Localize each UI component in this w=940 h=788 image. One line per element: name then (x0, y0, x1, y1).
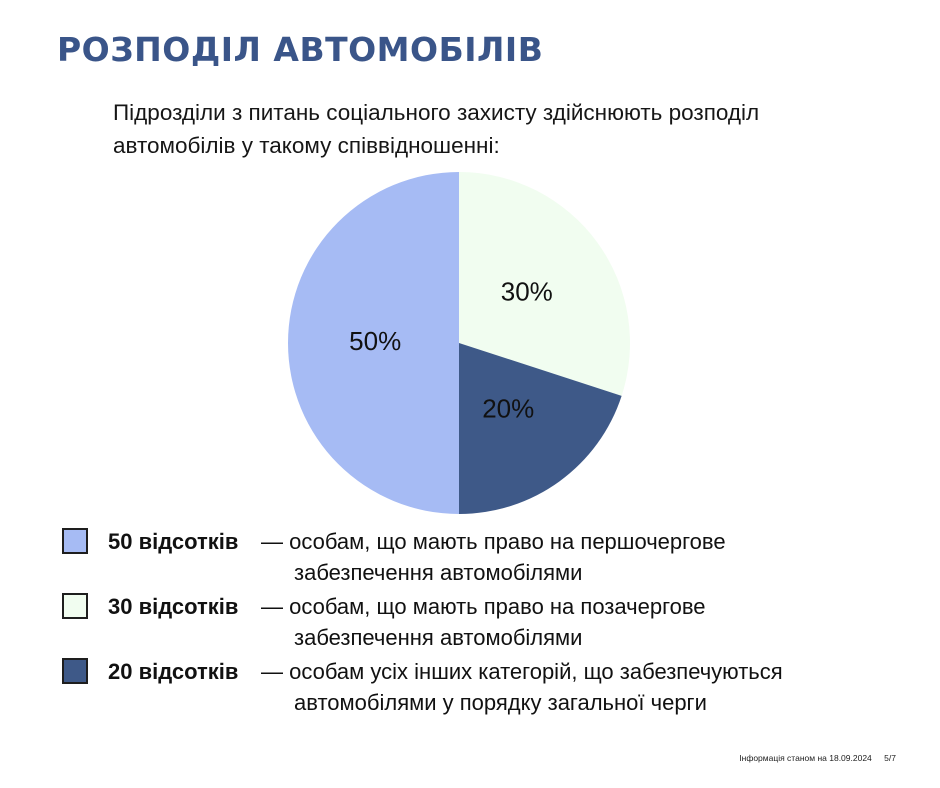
legend (62, 526, 902, 721)
legend-item-20 (62, 656, 902, 718)
legend-item-30 (62, 591, 902, 653)
page-number: 5/7 (884, 753, 896, 763)
pie-label-50: 50% (349, 325, 402, 356)
legend-desc-line1: — особам, що мають право на позачергове (261, 594, 706, 619)
page-title: РОЗПОДІЛ АВТОМОБІЛІВ (57, 30, 544, 69)
intro-text: Підрозділи з питань соціального захисту здійснюють розподіл автомобілів у такому співвідношенні: (113, 100, 760, 158)
legend-key: 30 відсотків (108, 594, 239, 619)
legend-desc-line1: — особам, що мають право на першочергове (261, 529, 726, 554)
legend-swatch-20 (62, 658, 88, 684)
legend-swatch-50 (62, 528, 88, 554)
legend-item-50 (62, 526, 902, 588)
legend-desc-line2: забезпечення автомобілями (294, 560, 583, 585)
footer-info: Інформація станом на 18.09.2024 (739, 753, 872, 763)
footer (729, 753, 896, 763)
legend-desc-line2: автомобілями у порядку загальної черги (294, 690, 707, 715)
pie-label-20: 20% (482, 393, 535, 424)
legend-swatch-30 (62, 593, 88, 619)
legend-desc-line1: — особам усіх інших категорій, що забезпечуються (261, 659, 783, 684)
pie-label-30: 30% (500, 276, 553, 307)
legend-key: 20 відсотків (108, 659, 239, 684)
legend-desc-line2: забезпечення автомобілями (294, 625, 583, 650)
legend-key: 50 відсотків (108, 529, 239, 554)
